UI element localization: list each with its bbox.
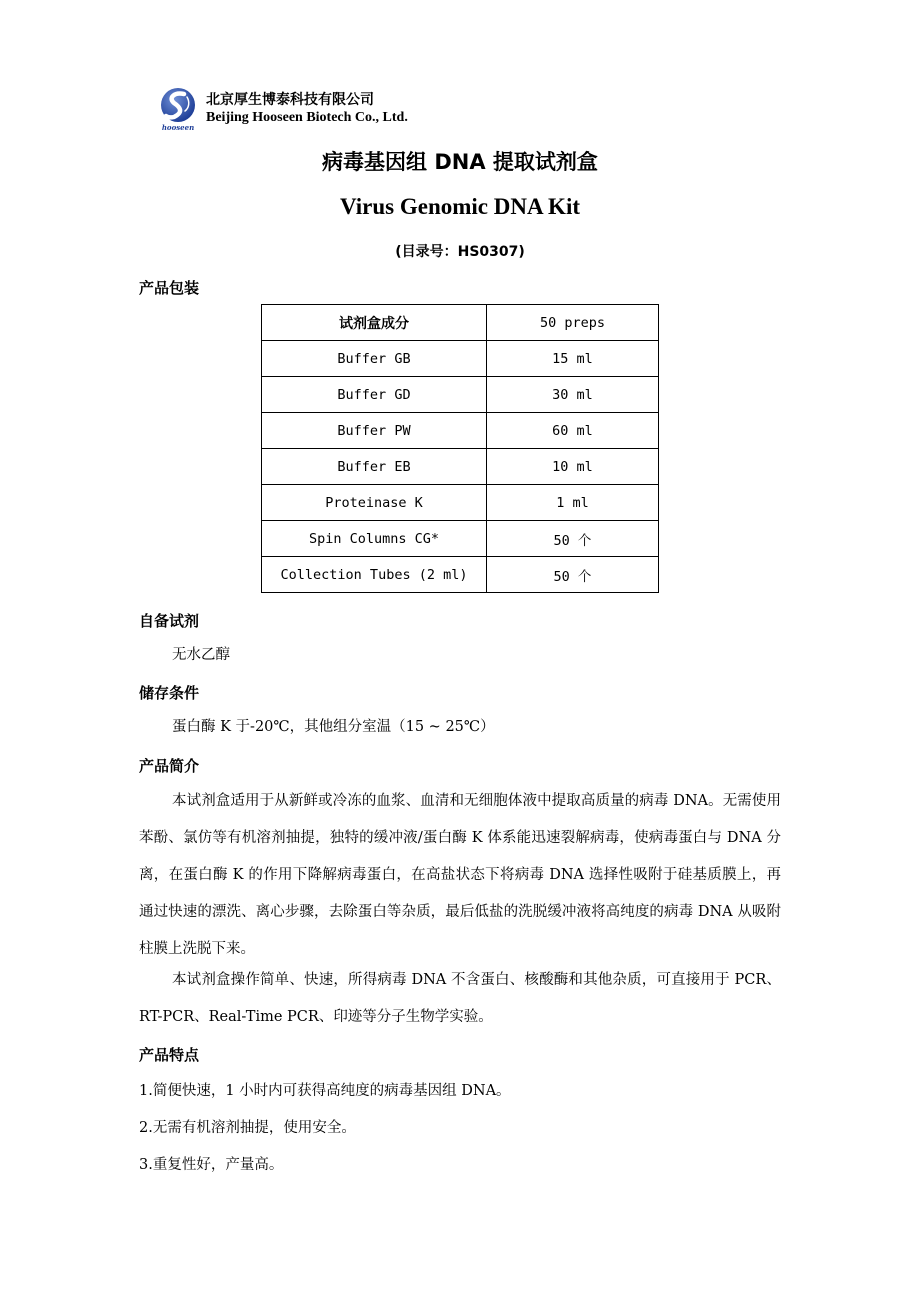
storage-heading: 储存条件 [139, 684, 200, 702]
document-title-cn: 病毒基因组 DNA 提取试剂盒 [322, 150, 598, 174]
component-amount: 10 ml [487, 449, 659, 485]
component-name: Spin Columns CG* [262, 521, 487, 557]
document-title-en: Virus Genomic DNA Kit [340, 194, 580, 219]
hooseen-logo-icon [156, 86, 200, 132]
intro-paragraph-2: 本试剂盒操作简单、快速，所得病毒 DNA 不含蛋白、核酸酶和其他杂质，可直接用于 PCR、RT-PCR、Real-Time PCR、印迹等分子生物学实验。 [139, 972, 781, 1025]
self-reagents-heading: 自备试剂 [139, 612, 200, 630]
component-amount: 15 ml [487, 341, 659, 377]
component-name: Proteinase K [262, 485, 487, 521]
logo-wordmark: hooseen [161, 123, 195, 132]
company-name-cn: 北京厚生博泰科技有限公司 [206, 92, 374, 108]
table-row [262, 377, 659, 413]
component-amount: 1 ml [487, 485, 659, 521]
features-heading: 产品特点 [139, 1046, 200, 1064]
table-row [262, 521, 659, 557]
feature-item: 1.简便快速，1 小时内可获得高纯度的病毒基因组 DNA。 [139, 1083, 511, 1099]
component-amount: 50 个 [487, 521, 659, 557]
company-name-block [206, 91, 408, 127]
feature-item: 2.无需有机溶剂抽提，使用安全。 [139, 1120, 356, 1136]
feature-item: 3.重复性好，产量高。 [139, 1157, 284, 1173]
table-row [262, 341, 659, 377]
component-name: Collection Tubes (2 ml) [262, 557, 487, 593]
component-amount: 30 ml [487, 377, 659, 413]
intro-heading: 产品简介 [139, 757, 200, 775]
packaging-heading: 产品包装 [139, 279, 200, 297]
column-header-component: 试剂盒成分 [262, 305, 487, 341]
kit-components-table [261, 304, 659, 593]
table-row [262, 557, 659, 593]
column-header-preps: 50 preps [487, 305, 659, 341]
storage-text: 蛋白酶 K 于-20℃，其他组分室温（15 ~ 25℃） [172, 719, 495, 735]
company-name-en: Beijing Hooseen Biotech Co., Ltd. [206, 110, 408, 125]
table-row [262, 485, 659, 521]
component-name: Buffer PW [262, 413, 487, 449]
catalog-number: (目录号：HS0307) [395, 244, 525, 260]
component-name: Buffer GB [262, 341, 487, 377]
table-row [262, 413, 659, 449]
component-amount: 50 个 [487, 557, 659, 593]
intro-paragraph-1: 本试剂盒适用于从新鲜或冷冻的血浆、血清和无细胞体液中提取高质量的病毒 DNA。无需使用苯酚、氯仿等有机溶剂抽提，独特的缓冲液/蛋白酶 K 体系能迅速裂解病毒，使病毒蛋白与 DNA 分离，在蛋白酶 K 的作用下降解病毒蛋白，在高盐状态下将病毒 DNA 选择性吸附于硅基质膜上，再通过快速的漂洗、离心步骤，去除蛋白等杂质，最后低盐的洗脱缓冲液将高纯度的病毒 DNA 从吸附柱膜上洗脱下来。 [139, 793, 781, 957]
component-name: Buffer EB [262, 449, 487, 485]
component-name: Buffer GD [262, 377, 487, 413]
table-row [262, 449, 659, 485]
component-amount: 60 ml [487, 413, 659, 449]
self-reagents-text: 无水乙醇 [172, 647, 230, 663]
letterhead [156, 86, 408, 132]
table-header-row [262, 305, 659, 341]
